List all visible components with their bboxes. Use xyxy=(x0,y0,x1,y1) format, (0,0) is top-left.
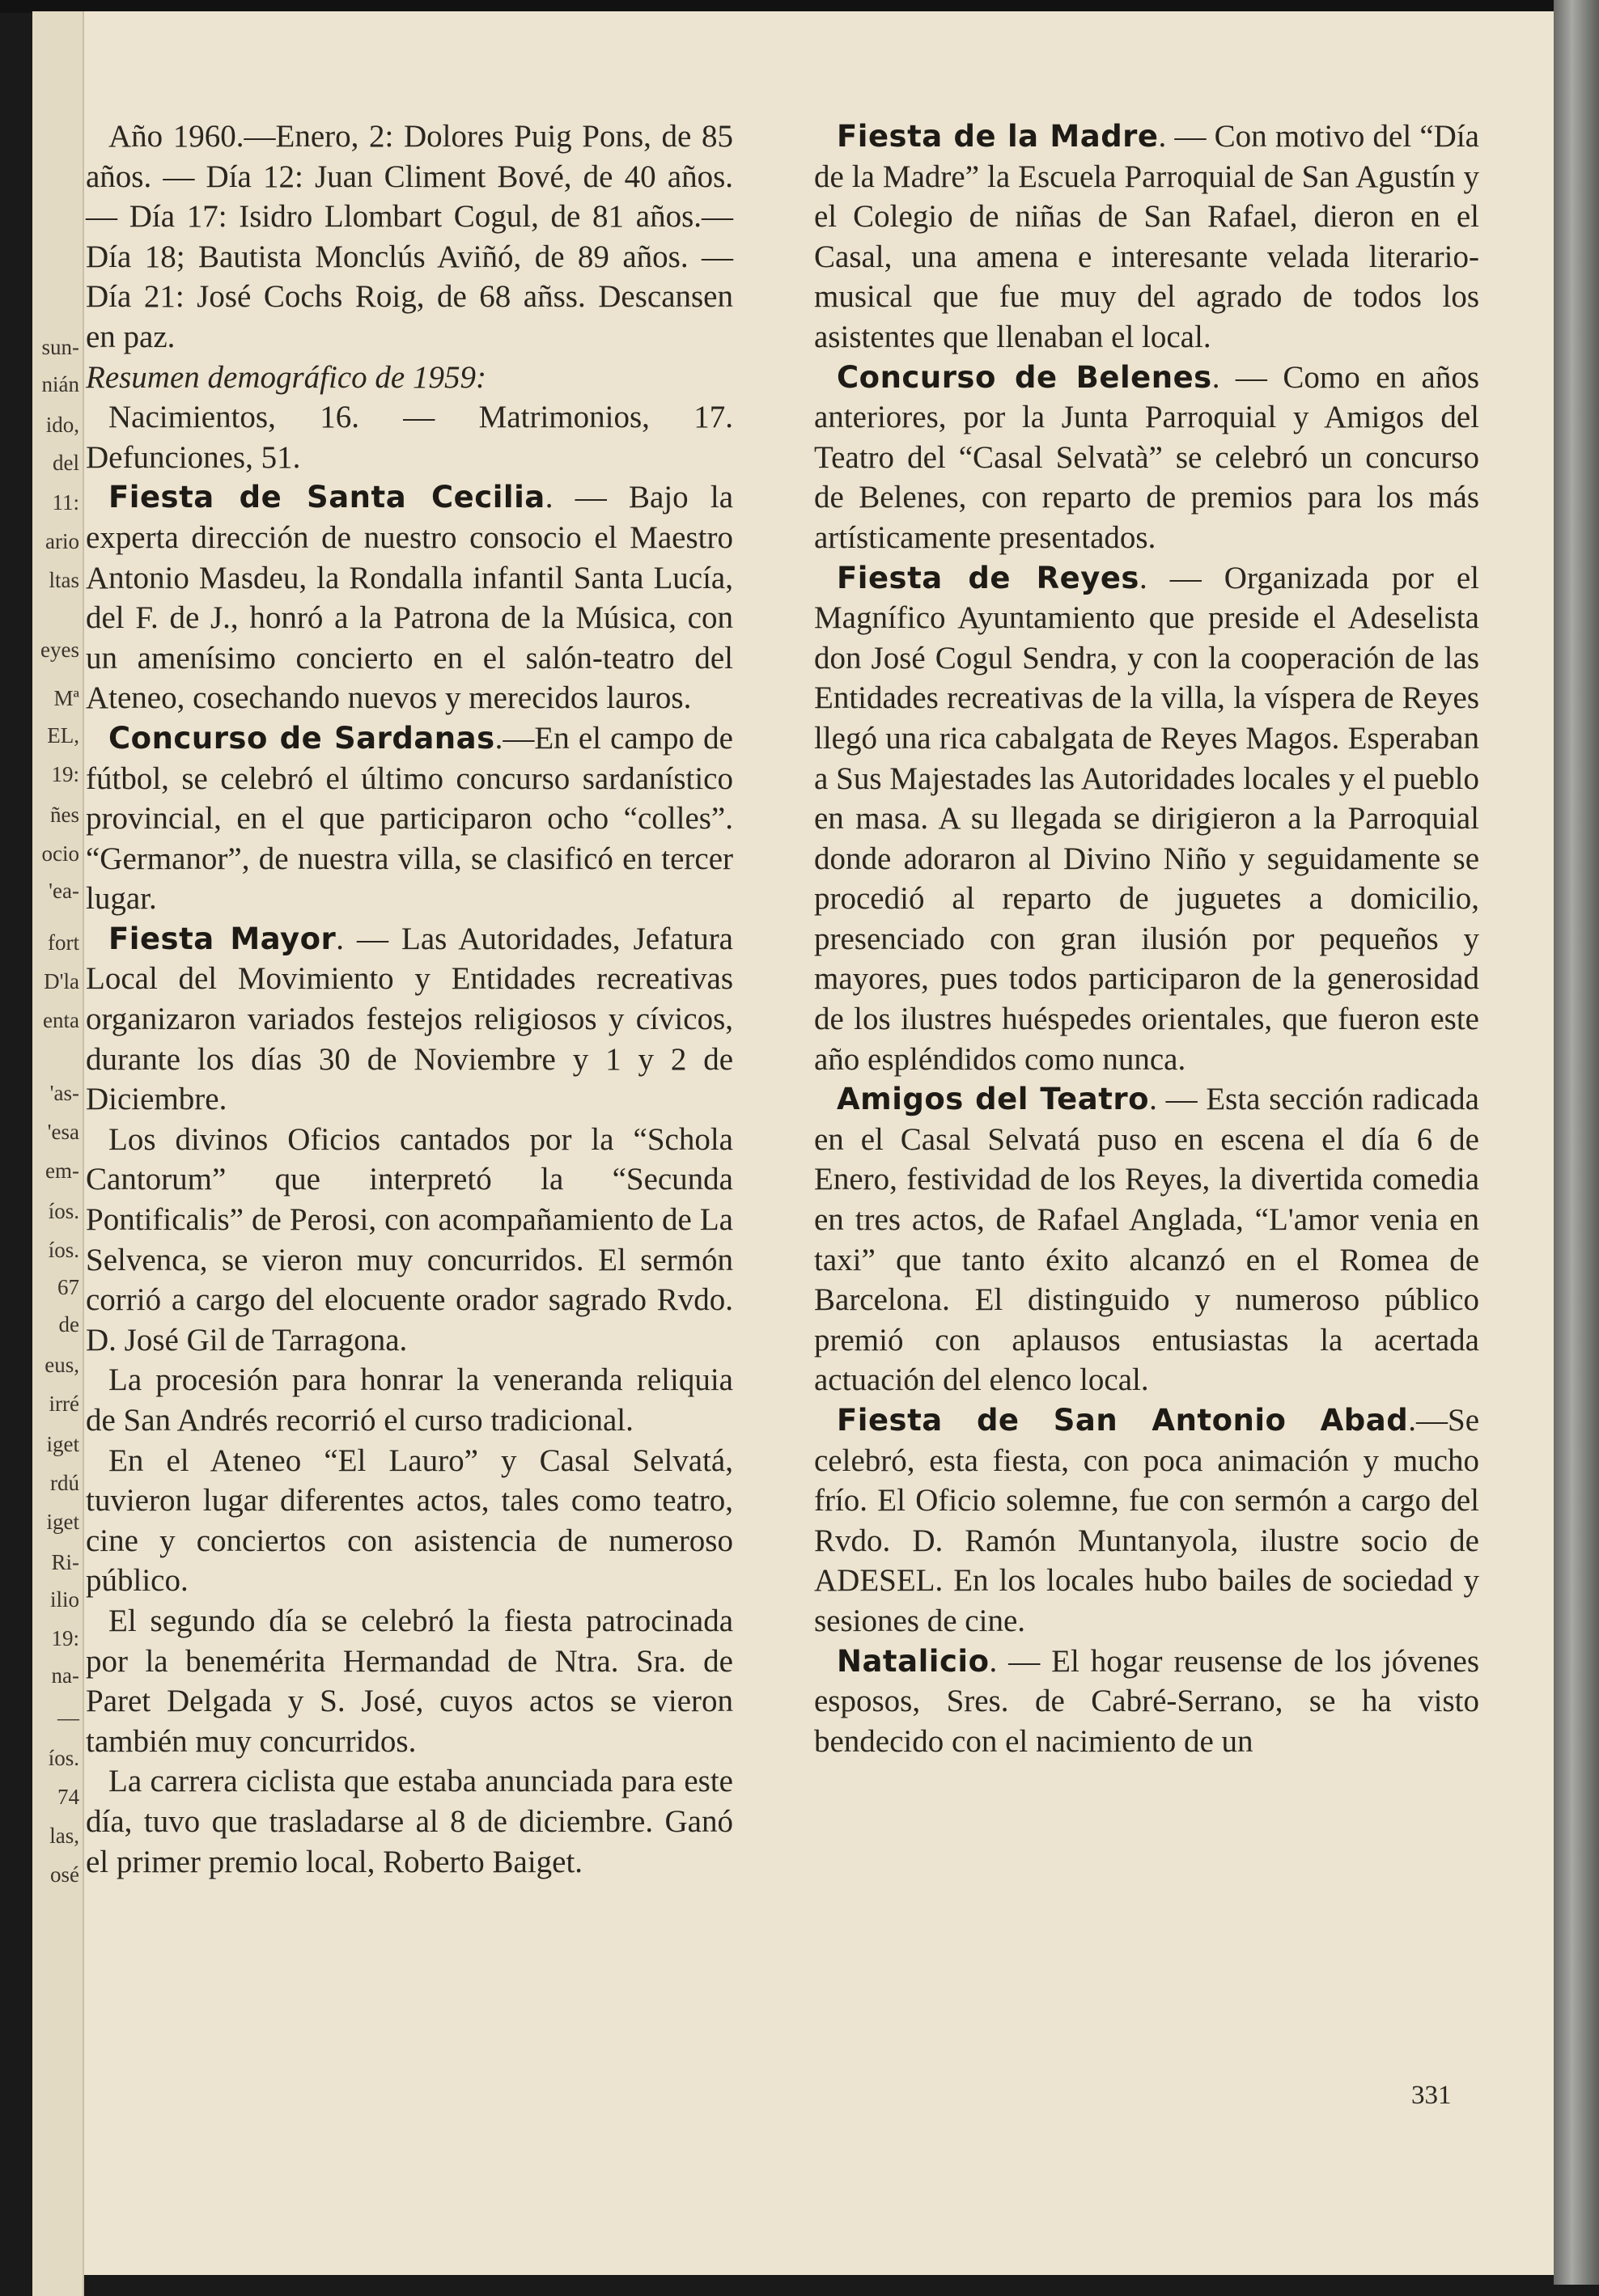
gutter-fragment: 'esa xyxy=(47,1120,79,1144)
section-paragraph xyxy=(814,1642,1479,1762)
gutter-fragment: íos. xyxy=(48,1238,79,1262)
body-paragraph: Los divinos Oficios cantados por la “Schola Cantorum” que interpretó la “Secunda Pontificalis” de Perosi, con acompañamiento de La Selvenca, se vieron muy concurridos. El sermón corrió a cargo del elocuente orador sagrado Rvdo. D. José Gil de Tarragona. xyxy=(86,1121,733,1358)
gutter-fragment: fort xyxy=(48,930,79,955)
section-paragraph xyxy=(814,116,1479,358)
body-paragraph: La procesión para honrar la veneranda reliquia de San Andrés recorrió el curso tradicional. xyxy=(86,1362,733,1438)
body-paragraph: La carrera ciclista que estaba anunciada para este día, tuvo que trasladarse al 8 de diciembre. Ganó el primer premio local, Roberto Baiget. xyxy=(86,1764,733,1879)
section-paragraph xyxy=(814,1079,1479,1400)
section-text: . — Con motivo del “Día de la Madre” la Escuela Parroquial de San Agustín y el Colegio de niñas de San Rafael, dieron en el Casal, una amena e interesante velada literario-musical que fue muy del agrado de todos los asistentes que llenaban el local. xyxy=(814,119,1479,354)
body-paragraph: Año 1960.—Enero, 2: Dolores Puig Pons, de 85 años. — Día 12: Juan Climent Bové, de 40 años. — Día 17: Isidro Llombart Cogul, de 81 años.—Día 18; Bautista Monclús Aviñó, de 89 años. — Día 21: José Cochs Roig, de 68 añss. Descansen en paz. xyxy=(86,119,733,354)
body-paragraph: En el Ateneo “El Lauro” y Casal Selvatá, tuvieron lugar diferentes actos, tales como teatro, cine y conciertos con asistencia de numeroso público. xyxy=(86,1442,733,1599)
section-text: .—En el campo de fútbol, se celebró el último concurso sardanístico provincial, en el que participaron ocho “colles”. “Germanor”, de nuestra villa, se clasificó en tercer lugar. xyxy=(86,720,733,917)
gutter-fragment: iget xyxy=(46,1510,79,1534)
gutter-fragment: iget xyxy=(46,1432,79,1456)
gutter-fragment: — xyxy=(57,1705,79,1730)
gutter-fragment: ario xyxy=(45,529,79,553)
section-paragraph xyxy=(814,558,1479,1080)
book-spine xyxy=(1554,0,1599,2285)
gutter-fragment: ltas xyxy=(49,568,79,592)
section-heading: Fiesta de Reyes xyxy=(837,560,1139,595)
section-text: . — El hogar reusense de los jóvenes esposos, Sres. de Cabré-Serrano, se ha visto bendecido con el nacimiento de un xyxy=(814,1643,1479,1759)
gutter-fragment: irré xyxy=(49,1392,79,1416)
gutter-fragment: 74 xyxy=(57,1785,79,1809)
section-text: . — Organizada por el Magnífico Ayuntamiento que preside el Adeselista don José Cogul Sendra, y con la cooperación de las Entidades recreativas de la villa, la víspera de Reyes llegó una rica cabalgata de Reyes Magos. Esperaban a Sus Majestades las Autoridades locales y el pueblo en masa. A su llegada se dirigieron a la Parroquial donde adoraron al Divino Niño y seguidamente se procedió al reparto de juguetes a domicilio, presenciado con gran ilusión por pequeños y mayores, pues todos participaron de la generosidad de los ilustres huéspedes orientales, que fueron este año espléndidos como nunca. xyxy=(814,560,1479,1077)
gutter-fragment: ñes xyxy=(50,803,79,827)
gutter-fragment: eyes xyxy=(40,638,79,662)
section-text: .—Se celebró, esta fiesta, con poca animación y mucho frío. El Oficio solemne, fue con sermón a cargo del Rvdo. D. Ramón Muntanyola, ilustre socio de ADESEL. En los locales hubo bailes de sociedad y sesiones de cine. xyxy=(814,1403,1479,1638)
gutter-fragment: nián xyxy=(41,372,79,396)
gutter-fragment: 19: xyxy=(51,1626,79,1650)
gutter-fragment: osé xyxy=(50,1862,79,1887)
section-heading: Fiesta de San Antonio Abad xyxy=(837,1403,1409,1438)
gutter-fragment: ilio xyxy=(49,1587,79,1612)
gutter-fragment: enta xyxy=(43,1008,79,1032)
body-paragraph: El segundo día se celebró la fiesta patrocinada por la benemérita Hermandad de Ntra. Sra. de Paret Delgada y S. José, cuyos actos se vieron también muy concurridos. xyxy=(86,1603,733,1759)
body-paragraph: Nacimientos, 16. — Matrimonios, 17. Defunciones, 51. xyxy=(86,400,733,475)
right-column xyxy=(814,116,1479,1761)
gutter-fragment: D'la xyxy=(44,969,79,993)
gutter-fragment: 'ea- xyxy=(49,879,79,903)
gutter-fragment: íos. xyxy=(48,1199,79,1223)
gutter-fragment: em- xyxy=(45,1159,79,1183)
section-paragraph xyxy=(86,919,733,1120)
gutter-fragment: de xyxy=(58,1312,79,1337)
gutter-fragment: Mª xyxy=(53,686,79,710)
section-heading: Concurso de Belenes xyxy=(837,359,1212,395)
gutter-fragment: eus, xyxy=(45,1353,79,1377)
gutter-fragment: ocio xyxy=(41,841,79,866)
section-heading: Fiesta de Santa Cecilia xyxy=(108,480,545,515)
section-text: . — Bajo la experta dirección de nuestro consocio el Maestro Antonio Masdeu, la Rondalla infantil Santa Lucía, del F. de J., honró a la Patrona de la Música, con un amenísimo concierto en el salón-teatro del Ateneo, cosechando nuevos y merecidos lauros. xyxy=(86,480,733,716)
section-paragraph xyxy=(86,718,733,919)
gutter-fragment: sun- xyxy=(41,335,79,359)
gutter-fragment: 'as- xyxy=(49,1081,79,1105)
section-paragraph xyxy=(814,1400,1479,1642)
gutter-fragment: rdú xyxy=(50,1471,79,1495)
gutter-fragment: 19: xyxy=(51,762,79,786)
left-column xyxy=(86,116,733,1882)
gutter-fragment: 67 xyxy=(57,1275,79,1299)
section-paragraph xyxy=(814,358,1479,558)
gutter-fragment: ido, xyxy=(45,413,79,437)
section-heading: Amigos del Teatro xyxy=(837,1082,1150,1117)
section-text: . — Esta sección radicada en el Casal Selvatá puso en escena el día 6 de Enero, festividad de los Reyes, la divertida comedia en tres actos, de Rafael Anglada, “L'amor venia en taxi” que tanto éxito alcanzó en el Romea de Barcelona. El distinguido y numeroso público premió con aplausos entusiastas la acertada actuación del elenco local. xyxy=(814,1082,1479,1398)
gutter-fragment: EL, xyxy=(47,723,79,748)
page xyxy=(32,11,1554,2275)
gutter-fragment: Ri- xyxy=(51,1550,79,1574)
gutter-fragment: na- xyxy=(51,1663,79,1688)
gutter-fragment: del xyxy=(53,451,79,475)
section-text: . — Las Autoridades, Jefatura Local del Movimiento y Entidades recreativas organizaron variados festejos religiosos y cívicos, durante los días 30 de Noviembre y 1 y 2 de Diciembre. xyxy=(86,921,733,1117)
previous-page-gutter xyxy=(32,11,84,2296)
page-number: 331 xyxy=(1411,2081,1452,2110)
section-heading: Concurso de Sardanas xyxy=(108,720,495,756)
gutter-fragment: las, xyxy=(49,1824,79,1848)
section-heading: Fiesta de la Madre xyxy=(837,119,1159,154)
section-paragraph xyxy=(86,477,733,718)
gutter-fragment: 11: xyxy=(52,490,79,515)
section-heading: Fiesta Mayor xyxy=(108,921,337,956)
gutter-fragment: íos. xyxy=(48,1746,79,1770)
italic-subheading: Resumen demográfico de 1959: xyxy=(86,359,486,395)
section-text: . — Como en años anteriores, por la Junta Parroquial y Amigos del Teatro del “Casal Selvatà” se celebró un concurso de Belenes, con reparto de premios para los más artísticamente presentados. xyxy=(814,359,1479,555)
section-heading: Natalicio xyxy=(837,1643,990,1679)
